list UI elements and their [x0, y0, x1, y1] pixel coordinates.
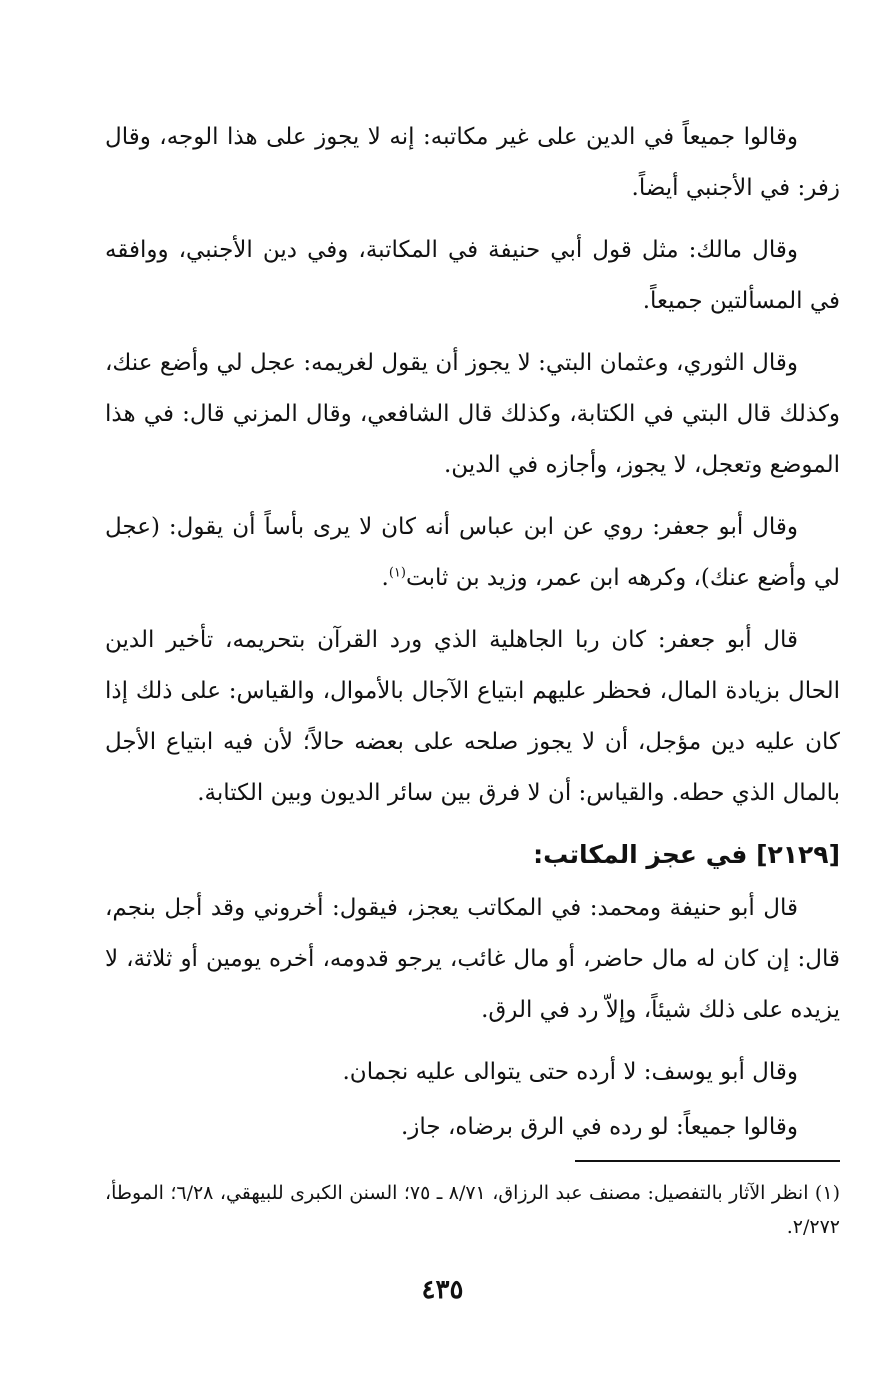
section-paragraph-3: وقالوا جميعاً: لو رده في الرق برضاه، جاز. [400, 1114, 798, 1140]
paragraph-5: قال أبو جعفر: كان ربا الجاهلية الذي ورد القرآن بتحريمه، تأخير الدين الحال بزيادة المال، فحظر عليهم ابتياع الآجال بالأموال، والقياس: على ذلك إذا كان عليه دين مؤجل، أن لا يجوز صلحه على بعضه حالاً؛ لأن فيه ابتياع الأجل بالمال الذي حطه. والقياس: أن لا فرق بين سائر الديون وبين الكتابة. [105, 627, 840, 806]
section-heading: [٢١٢٩] في عجز المكاتب: [533, 840, 840, 869]
section-paragraph-2: وقال أبو يوسف: لا أرده حتى يتوالى عليه نجمان. [342, 1059, 798, 1085]
paragraph-4 [105, 502, 840, 604]
paragraph-1: وقالوا جميعاً في الدين على غير مكاتبه: إنه لا يجوز على هذا الوجه، وقال زفر: في الأجنبي أيضاً. [105, 124, 840, 201]
footnote-divider [575, 1160, 840, 1162]
main-text [105, 112, 840, 1157]
page-number: ٤٣٥ [421, 1275, 464, 1305]
section-paragraph-1: قال أبو حنيفة ومحمد: في المكاتب يعجز، فيقول: أخروني وقد أجل بنجم، قال: إن كان له مال حاضر، أو مال غائب، يرجو قدومه، أخره يومين أو ثلاثة، لا يزيده على ذلك شيئاً، وإلاّ رد في الرق. [105, 895, 840, 1023]
paragraph-3: وقال الثوري، وعثمان البتي: لا يجوز أن يقول لغريمه: عجل لي وأضع عنك، وكذلك قال البتي في الكتابة، وكذلك قال الشافعي، وقال المزني قال: في هذا الموضع وتعجل، لا يجوز، وأجازه في الدين. [105, 350, 840, 478]
paragraph-2: وقال مالك: مثل قول أبي حنيفة في المكاتبة، وفي دين الأجنبي، ووافقه في المسألتين جميعاً. [105, 237, 840, 314]
paragraph-4-text: وقال أبو جعفر: روي عن ابن عباس أنه كان لا يرى بأساً أن يقول: (عجل لي وأضع عنك)، وكرهه ابن عمر، وزيد بن ثابت [105, 514, 840, 591]
footnote-1: (١) انظر الآثار بالتفصيل: مصنف عبد الرزاق، ٨/٧١ ـ ٧٥؛ السنن الكبرى للبيهقي، ٦/٢٨؛ الموطأ، ٢/٢٧٢. [105, 1182, 840, 1238]
paragraph-4-end: . [381, 565, 389, 591]
footnotes [105, 1160, 840, 1244]
footnote-marker[interactable]: (١) [388, 565, 406, 581]
